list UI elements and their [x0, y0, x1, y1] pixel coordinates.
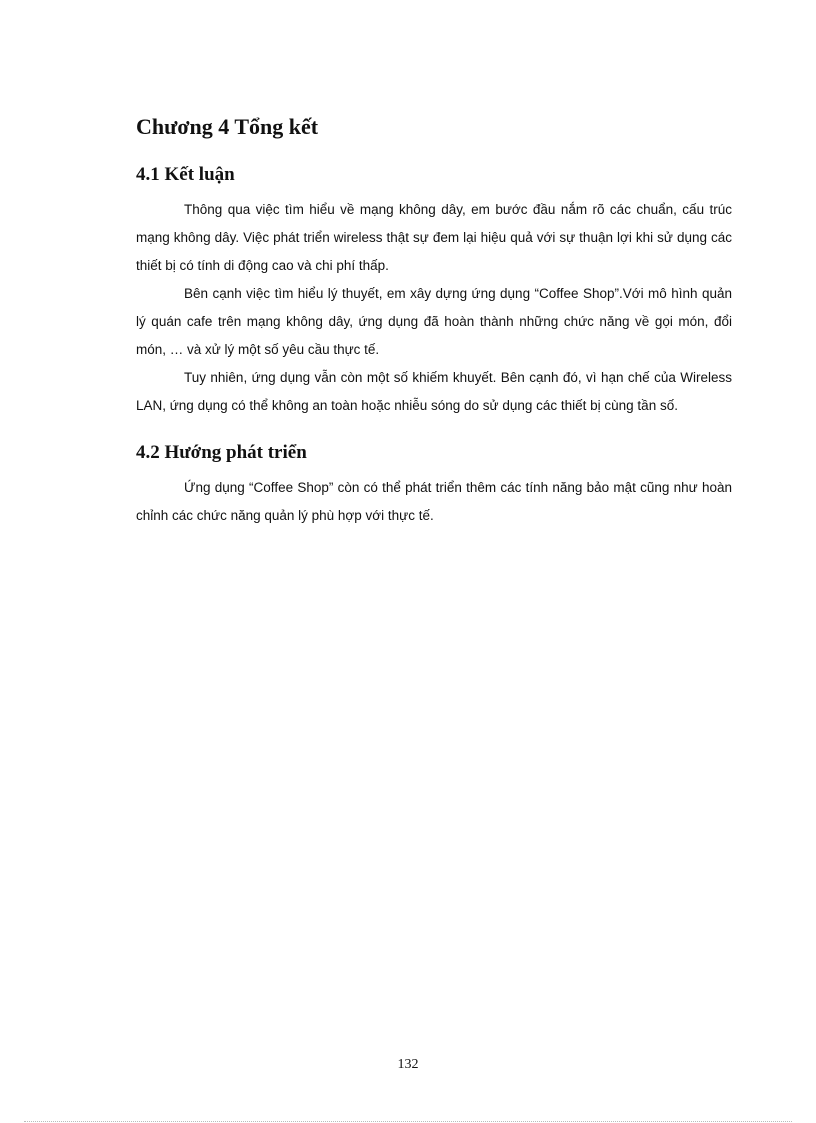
paragraph: Bên cạnh việc tìm hiểu lý thuyết, em xây dựng ứng dụng “Coffee Shop”.Với mô hình quản lý quán cafe trên mạng không dây, ứng dụng đã hoàn thành những chức năng về gọi món, đổi món, … và xử lý một số yêu cầu thực tế.: [136, 286, 732, 357]
paragraph: Ứng dụng “Coffee Shop” còn có thể phát triển thêm các tính năng bảo mật cũng như hoàn chỉnh các chức năng quản lý phù hợp với thực tế.: [136, 480, 732, 523]
chapter-title: Chương 4 Tổng kết: [136, 114, 319, 139]
paragraph: Tuy nhiên, ứng dụng vẫn còn một số khiếm khuyết. Bên cạnh đó, vì hạn chế của Wireless LAN, ứng dụng có thể không an toàn hoặc nhiễu sóng do sử dụng các thiết bị cùng tần số.: [136, 370, 732, 413]
page-number: 132: [397, 1057, 419, 1072]
page-content: [136, 112, 732, 530]
section-heading-future-development: 4.2 Hướng phát triển: [136, 442, 307, 463]
section-heading-conclusion: 4.1 Kết luận: [136, 164, 235, 185]
page-bottom-divider: [24, 1121, 792, 1122]
paragraph: Thông qua việc tìm hiểu về mạng không dây, em bước đầu nắm rõ các chuẩn, cấu trúc mạng không dây. Việc phát triển wireless thật sự đem lại hiệu quả với sự thuận lợi khi sử dụng các thiết bị có tính di động cao và chi phí thấp.: [136, 202, 732, 273]
